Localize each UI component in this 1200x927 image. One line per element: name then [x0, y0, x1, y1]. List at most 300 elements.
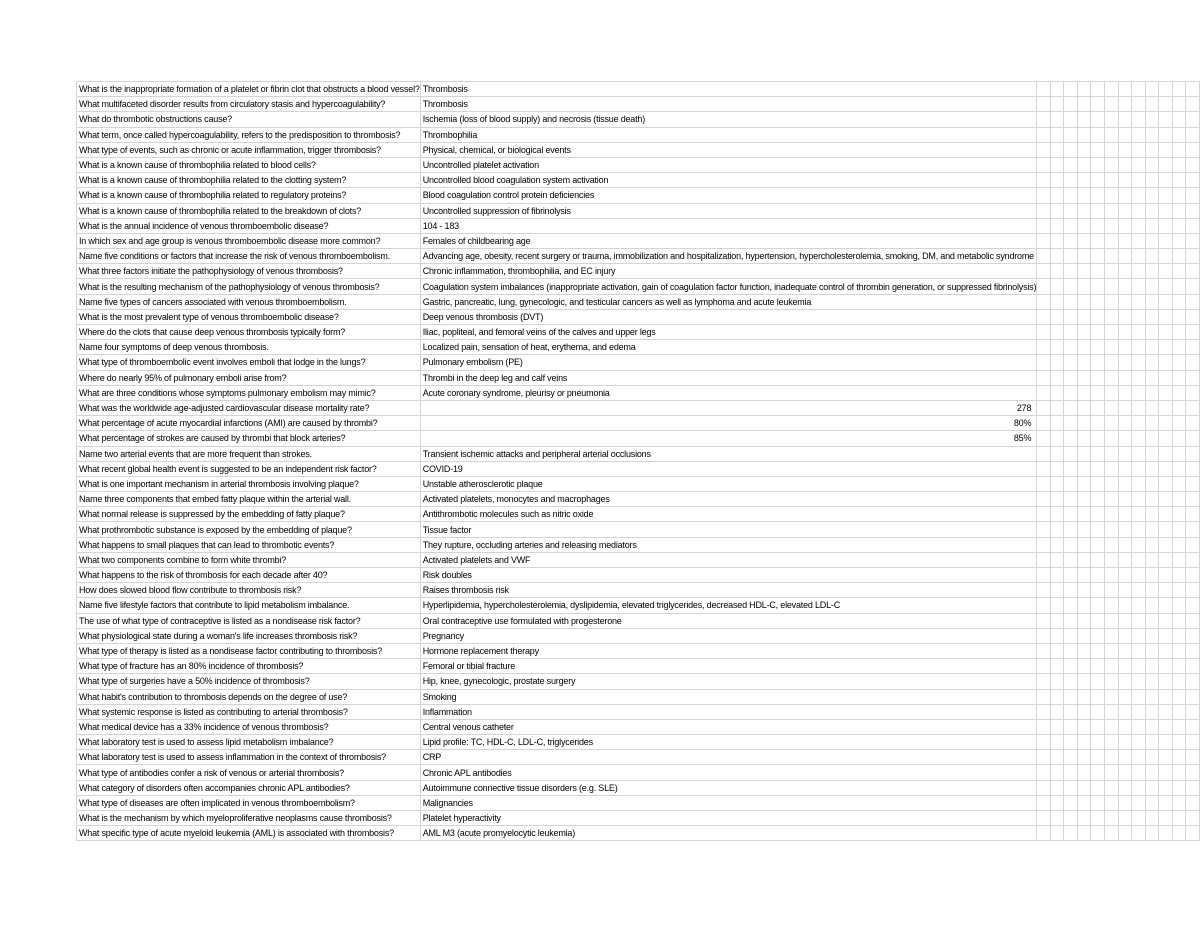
empty-cell[interactable] [1077, 461, 1091, 476]
empty-cell[interactable] [1064, 811, 1078, 826]
empty-cell[interactable] [1091, 628, 1105, 643]
question-cell[interactable]: What is the inappropriate formation of a platelet or fibrin clot that obstructs a blood vessel? [77, 82, 421, 97]
answer-cell[interactable]: Advancing age, obesity, recent surgery or trauma, immobilization and hospitalization, hypertension, hypercholesterolemia, smoking, DM, and metabolic syndrome [420, 249, 1037, 264]
empty-cell[interactable] [1145, 552, 1159, 567]
empty-cell[interactable] [1118, 552, 1132, 567]
empty-cell[interactable] [1172, 765, 1186, 780]
empty-cell[interactable] [1105, 249, 1119, 264]
empty-cell[interactable] [1091, 446, 1105, 461]
empty-cell[interactable] [1077, 446, 1091, 461]
empty-cell[interactable] [1050, 704, 1064, 719]
empty-cell[interactable] [1186, 537, 1200, 552]
question-cell[interactable]: What category of disorders often accompanies chronic APL antibodies? [77, 780, 421, 795]
answer-cell[interactable]: CRP [420, 750, 1037, 765]
empty-cell[interactable] [1186, 112, 1200, 127]
empty-cell[interactable] [1037, 704, 1051, 719]
answer-cell[interactable]: Antithrombotic molecules such as nitric oxide [420, 507, 1037, 522]
empty-cell[interactable] [1145, 689, 1159, 704]
question-cell[interactable]: What is a known cause of thrombophilia related to the breakdown of clots? [77, 203, 421, 218]
empty-cell[interactable] [1037, 127, 1051, 142]
empty-cell[interactable] [1172, 249, 1186, 264]
empty-cell[interactable] [1159, 142, 1173, 157]
empty-cell[interactable] [1064, 826, 1078, 841]
empty-cell[interactable] [1186, 492, 1200, 507]
empty-cell[interactable] [1064, 218, 1078, 233]
empty-cell[interactable] [1037, 294, 1051, 309]
empty-cell[interactable] [1037, 97, 1051, 112]
empty-cell[interactable] [1037, 735, 1051, 750]
empty-cell[interactable] [1186, 659, 1200, 674]
empty-cell[interactable] [1145, 507, 1159, 522]
empty-cell[interactable] [1105, 127, 1119, 142]
question-cell[interactable]: What multifaceted disorder results from circulatory stasis and hypercoagulability? [77, 97, 421, 112]
empty-cell[interactable] [1172, 628, 1186, 643]
empty-cell[interactable] [1050, 279, 1064, 294]
empty-cell[interactable] [1132, 249, 1146, 264]
empty-cell[interactable] [1172, 689, 1186, 704]
empty-cell[interactable] [1132, 173, 1146, 188]
empty-cell[interactable] [1050, 127, 1064, 142]
empty-cell[interactable] [1037, 309, 1051, 324]
empty-cell[interactable] [1172, 643, 1186, 658]
empty-cell[interactable] [1037, 233, 1051, 248]
empty-cell[interactable] [1064, 522, 1078, 537]
empty-cell[interactable] [1132, 218, 1146, 233]
question-cell[interactable]: What term, once called hypercoagulability, refers to the predisposition to thrombosis? [77, 127, 421, 142]
empty-cell[interactable] [1050, 628, 1064, 643]
empty-cell[interactable] [1064, 82, 1078, 97]
empty-cell[interactable] [1159, 780, 1173, 795]
empty-cell[interactable] [1105, 583, 1119, 598]
empty-cell[interactable] [1037, 628, 1051, 643]
empty-cell[interactable] [1105, 765, 1119, 780]
empty-cell[interactable] [1064, 97, 1078, 112]
empty-cell[interactable] [1050, 82, 1064, 97]
empty-cell[interactable] [1118, 309, 1132, 324]
empty-cell[interactable] [1145, 643, 1159, 658]
empty-cell[interactable] [1077, 826, 1091, 841]
empty-cell[interactable] [1064, 325, 1078, 340]
empty-cell[interactable] [1159, 765, 1173, 780]
empty-cell[interactable] [1105, 82, 1119, 97]
empty-cell[interactable] [1064, 370, 1078, 385]
question-cell[interactable]: What laboratory test is used to assess inflammation in the context of thrombosis? [77, 750, 421, 765]
empty-cell[interactable] [1186, 583, 1200, 598]
empty-cell[interactable] [1050, 340, 1064, 355]
empty-cell[interactable] [1118, 127, 1132, 142]
empty-cell[interactable] [1091, 492, 1105, 507]
empty-cell[interactable] [1132, 765, 1146, 780]
answer-cell[interactable]: Hip, knee, gynecologic, prostate surgery [420, 674, 1037, 689]
question-cell[interactable]: What type of therapy is listed as a nondisease factor contributing to thrombosis? [77, 643, 421, 658]
empty-cell[interactable] [1050, 431, 1064, 446]
answer-cell[interactable]: Thrombophilia [420, 127, 1037, 142]
empty-cell[interactable] [1077, 476, 1091, 491]
empty-cell[interactable] [1132, 583, 1146, 598]
answer-cell[interactable]: Lipid profile: TC, HDL-C, LDL-C, triglycerides [420, 735, 1037, 750]
empty-cell[interactable] [1145, 218, 1159, 233]
answer-cell[interactable]: Hormone replacement therapy [420, 643, 1037, 658]
empty-cell[interactable] [1159, 97, 1173, 112]
empty-cell[interactable] [1172, 218, 1186, 233]
empty-cell[interactable] [1105, 309, 1119, 324]
empty-cell[interactable] [1145, 750, 1159, 765]
empty-cell[interactable] [1132, 233, 1146, 248]
empty-cell[interactable] [1064, 446, 1078, 461]
empty-cell[interactable] [1050, 400, 1064, 415]
empty-cell[interactable] [1037, 583, 1051, 598]
empty-cell[interactable] [1064, 461, 1078, 476]
empty-cell[interactable] [1118, 461, 1132, 476]
empty-cell[interactable] [1064, 689, 1078, 704]
empty-cell[interactable] [1132, 112, 1146, 127]
empty-cell[interactable] [1186, 203, 1200, 218]
empty-cell[interactable] [1186, 719, 1200, 734]
empty-cell[interactable] [1145, 613, 1159, 628]
empty-cell[interactable] [1091, 598, 1105, 613]
empty-cell[interactable] [1077, 613, 1091, 628]
empty-cell[interactable] [1105, 400, 1119, 415]
empty-cell[interactable] [1064, 294, 1078, 309]
empty-cell[interactable] [1132, 568, 1146, 583]
empty-cell[interactable] [1132, 826, 1146, 841]
empty-cell[interactable] [1132, 82, 1146, 97]
empty-cell[interactable] [1077, 400, 1091, 415]
empty-cell[interactable] [1050, 598, 1064, 613]
empty-cell[interactable] [1118, 613, 1132, 628]
empty-cell[interactable] [1105, 507, 1119, 522]
empty-cell[interactable] [1145, 461, 1159, 476]
question-cell[interactable]: What is the most prevalent type of venous thromboembolic disease? [77, 309, 421, 324]
answer-cell[interactable]: Blood coagulation control protein deficiencies [420, 188, 1037, 203]
answer-cell[interactable]: They rupture, occluding arteries and releasing mediators [420, 537, 1037, 552]
empty-cell[interactable] [1050, 461, 1064, 476]
empty-cell[interactable] [1050, 552, 1064, 567]
empty-cell[interactable] [1132, 446, 1146, 461]
empty-cell[interactable] [1118, 431, 1132, 446]
empty-cell[interactable] [1105, 598, 1119, 613]
empty-cell[interactable] [1064, 400, 1078, 415]
empty-cell[interactable] [1064, 750, 1078, 765]
empty-cell[interactable] [1118, 112, 1132, 127]
empty-cell[interactable] [1172, 780, 1186, 795]
empty-cell[interactable] [1132, 537, 1146, 552]
empty-cell[interactable] [1118, 264, 1132, 279]
empty-cell[interactable] [1132, 674, 1146, 689]
answer-cell[interactable]: Femoral or tibial fracture [420, 659, 1037, 674]
empty-cell[interactable] [1077, 127, 1091, 142]
empty-cell[interactable] [1186, 765, 1200, 780]
empty-cell[interactable] [1037, 568, 1051, 583]
question-cell[interactable]: Name four symptoms of deep venous thrombosis. [77, 340, 421, 355]
empty-cell[interactable] [1172, 522, 1186, 537]
empty-cell[interactable] [1145, 568, 1159, 583]
empty-cell[interactable] [1172, 142, 1186, 157]
empty-cell[interactable] [1064, 264, 1078, 279]
empty-cell[interactable] [1145, 537, 1159, 552]
answer-cell[interactable]: Central venous catheter [420, 719, 1037, 734]
empty-cell[interactable] [1091, 795, 1105, 810]
empty-cell[interactable] [1172, 704, 1186, 719]
empty-cell[interactable] [1145, 309, 1159, 324]
question-cell[interactable]: What percentage of acute myocardial infarctions (AMI) are caused by thrombi? [77, 416, 421, 431]
empty-cell[interactable] [1172, 264, 1186, 279]
empty-cell[interactable] [1159, 704, 1173, 719]
empty-cell[interactable] [1064, 704, 1078, 719]
empty-cell[interactable] [1050, 112, 1064, 127]
empty-cell[interactable] [1172, 537, 1186, 552]
empty-cell[interactable] [1091, 157, 1105, 172]
empty-cell[interactable] [1091, 264, 1105, 279]
empty-cell[interactable] [1118, 735, 1132, 750]
empty-cell[interactable] [1145, 431, 1159, 446]
answer-cell[interactable]: Thrombosis [420, 97, 1037, 112]
empty-cell[interactable] [1037, 249, 1051, 264]
empty-cell[interactable] [1186, 97, 1200, 112]
empty-cell[interactable] [1105, 461, 1119, 476]
empty-cell[interactable] [1064, 735, 1078, 750]
empty-cell[interactable] [1037, 826, 1051, 841]
empty-cell[interactable] [1118, 704, 1132, 719]
empty-cell[interactable] [1091, 142, 1105, 157]
empty-cell[interactable] [1037, 82, 1051, 97]
answer-cell[interactable]: Transient ischemic attacks and peripheral arterial occlusions [420, 446, 1037, 461]
empty-cell[interactable] [1132, 127, 1146, 142]
empty-cell[interactable] [1118, 689, 1132, 704]
empty-cell[interactable] [1105, 643, 1119, 658]
empty-cell[interactable] [1118, 643, 1132, 658]
empty-cell[interactable] [1037, 750, 1051, 765]
empty-cell[interactable] [1145, 795, 1159, 810]
empty-cell[interactable] [1050, 765, 1064, 780]
empty-cell[interactable] [1105, 628, 1119, 643]
empty-cell[interactable] [1037, 492, 1051, 507]
empty-cell[interactable] [1037, 537, 1051, 552]
empty-cell[interactable] [1132, 613, 1146, 628]
answer-cell[interactable]: Iliac, popliteal, and femoral veins of the calves and upper legs [420, 325, 1037, 340]
empty-cell[interactable] [1172, 674, 1186, 689]
empty-cell[interactable] [1050, 476, 1064, 491]
question-cell[interactable]: What type of events, such as chronic or acute inflammation, trigger thrombosis? [77, 142, 421, 157]
empty-cell[interactable] [1118, 249, 1132, 264]
empty-cell[interactable] [1172, 203, 1186, 218]
empty-cell[interactable] [1077, 598, 1091, 613]
empty-cell[interactable] [1159, 173, 1173, 188]
question-cell[interactable]: Name five types of cancers associated with venous thromboembolism. [77, 294, 421, 309]
empty-cell[interactable] [1091, 279, 1105, 294]
empty-cell[interactable] [1077, 811, 1091, 826]
empty-cell[interactable] [1159, 340, 1173, 355]
empty-cell[interactable] [1050, 735, 1064, 750]
empty-cell[interactable] [1186, 552, 1200, 567]
empty-cell[interactable] [1064, 795, 1078, 810]
empty-cell[interactable] [1105, 568, 1119, 583]
empty-cell[interactable] [1037, 598, 1051, 613]
empty-cell[interactable] [1186, 598, 1200, 613]
empty-cell[interactable] [1118, 385, 1132, 400]
empty-cell[interactable] [1186, 370, 1200, 385]
empty-cell[interactable] [1118, 279, 1132, 294]
answer-cell[interactable]: 278 [420, 400, 1037, 415]
empty-cell[interactable] [1050, 294, 1064, 309]
empty-cell[interactable] [1091, 568, 1105, 583]
empty-cell[interactable] [1077, 370, 1091, 385]
empty-cell[interactable] [1064, 719, 1078, 734]
answer-cell[interactable]: Thrombosis [420, 82, 1037, 97]
empty-cell[interactable] [1172, 552, 1186, 567]
empty-cell[interactable] [1050, 355, 1064, 370]
empty-cell[interactable] [1091, 537, 1105, 552]
empty-cell[interactable] [1159, 461, 1173, 476]
empty-cell[interactable] [1159, 294, 1173, 309]
empty-cell[interactable] [1037, 446, 1051, 461]
empty-cell[interactable] [1159, 795, 1173, 810]
empty-cell[interactable] [1105, 142, 1119, 157]
question-cell[interactable]: What prothrombotic substance is exposed by the embedding of plaque? [77, 522, 421, 537]
empty-cell[interactable] [1105, 233, 1119, 248]
empty-cell[interactable] [1172, 507, 1186, 522]
answer-cell[interactable]: Activated platelets, monocytes and macrophages [420, 492, 1037, 507]
empty-cell[interactable] [1077, 750, 1091, 765]
question-cell[interactable]: What two components combine to form white thrombi? [77, 552, 421, 567]
empty-cell[interactable] [1064, 613, 1078, 628]
empty-cell[interactable] [1050, 309, 1064, 324]
empty-cell[interactable] [1077, 173, 1091, 188]
empty-cell[interactable] [1037, 811, 1051, 826]
answer-cell[interactable]: Deep venous thrombosis (DVT) [420, 309, 1037, 324]
empty-cell[interactable] [1077, 568, 1091, 583]
empty-cell[interactable] [1050, 188, 1064, 203]
empty-cell[interactable] [1064, 355, 1078, 370]
question-cell[interactable]: Where do the clots that cause deep venous thrombosis typically form? [77, 325, 421, 340]
empty-cell[interactable] [1159, 643, 1173, 658]
empty-cell[interactable] [1159, 112, 1173, 127]
empty-cell[interactable] [1172, 340, 1186, 355]
empty-cell[interactable] [1050, 674, 1064, 689]
empty-cell[interactable] [1132, 431, 1146, 446]
empty-cell[interactable] [1105, 826, 1119, 841]
empty-cell[interactable] [1105, 112, 1119, 127]
empty-cell[interactable] [1132, 507, 1146, 522]
question-cell[interactable]: What type of surgeries have a 50% incidence of thrombosis? [77, 674, 421, 689]
empty-cell[interactable] [1118, 537, 1132, 552]
empty-cell[interactable] [1132, 689, 1146, 704]
empty-cell[interactable] [1050, 264, 1064, 279]
empty-cell[interactable] [1132, 659, 1146, 674]
empty-cell[interactable] [1105, 552, 1119, 567]
empty-cell[interactable] [1145, 583, 1159, 598]
empty-cell[interactable] [1186, 233, 1200, 248]
empty-cell[interactable] [1159, 659, 1173, 674]
empty-cell[interactable] [1159, 446, 1173, 461]
empty-cell[interactable] [1077, 431, 1091, 446]
empty-cell[interactable] [1050, 203, 1064, 218]
empty-cell[interactable] [1172, 400, 1186, 415]
empty-cell[interactable] [1118, 142, 1132, 157]
answer-cell[interactable]: Tissue factor [420, 522, 1037, 537]
answer-cell[interactable]: AML M3 (acute promyelocytic leukemia) [420, 826, 1037, 841]
empty-cell[interactable] [1186, 446, 1200, 461]
empty-cell[interactable] [1105, 431, 1119, 446]
empty-cell[interactable] [1105, 522, 1119, 537]
empty-cell[interactable] [1159, 811, 1173, 826]
empty-cell[interactable] [1050, 568, 1064, 583]
empty-cell[interactable] [1118, 416, 1132, 431]
empty-cell[interactable] [1172, 613, 1186, 628]
empty-cell[interactable] [1186, 704, 1200, 719]
empty-cell[interactable] [1077, 203, 1091, 218]
empty-cell[interactable] [1145, 97, 1159, 112]
empty-cell[interactable] [1159, 309, 1173, 324]
question-cell[interactable]: What normal release is suppressed by the embedding of fatty plaque? [77, 507, 421, 522]
empty-cell[interactable] [1172, 811, 1186, 826]
empty-cell[interactable] [1105, 537, 1119, 552]
empty-cell[interactable] [1077, 355, 1091, 370]
empty-cell[interactable] [1037, 659, 1051, 674]
empty-cell[interactable] [1091, 704, 1105, 719]
empty-cell[interactable] [1077, 674, 1091, 689]
question-cell[interactable]: The use of what type of contraceptive is listed as a nondisease risk factor? [77, 613, 421, 628]
answer-cell[interactable]: 104 - 183 [420, 218, 1037, 233]
empty-cell[interactable] [1132, 492, 1146, 507]
empty-cell[interactable] [1145, 811, 1159, 826]
empty-cell[interactable] [1172, 659, 1186, 674]
empty-cell[interactable] [1064, 583, 1078, 598]
empty-cell[interactable] [1091, 294, 1105, 309]
empty-cell[interactable] [1077, 780, 1091, 795]
answer-cell[interactable]: Acute coronary syndrome, pleurisy or pneumonia [420, 385, 1037, 400]
empty-cell[interactable] [1118, 97, 1132, 112]
empty-cell[interactable] [1064, 309, 1078, 324]
empty-cell[interactable] [1132, 97, 1146, 112]
empty-cell[interactable] [1186, 294, 1200, 309]
empty-cell[interactable] [1118, 325, 1132, 340]
empty-cell[interactable] [1186, 264, 1200, 279]
empty-cell[interactable] [1077, 583, 1091, 598]
empty-cell[interactable] [1132, 157, 1146, 172]
empty-cell[interactable] [1037, 157, 1051, 172]
empty-cell[interactable] [1050, 416, 1064, 431]
empty-cell[interactable] [1132, 370, 1146, 385]
empty-cell[interactable] [1077, 309, 1091, 324]
empty-cell[interactable] [1105, 416, 1119, 431]
empty-cell[interactable] [1037, 188, 1051, 203]
empty-cell[interactable] [1118, 583, 1132, 598]
empty-cell[interactable] [1186, 795, 1200, 810]
empty-cell[interactable] [1145, 294, 1159, 309]
empty-cell[interactable] [1172, 127, 1186, 142]
empty-cell[interactable] [1186, 643, 1200, 658]
empty-cell[interactable] [1159, 674, 1173, 689]
empty-cell[interactable] [1077, 340, 1091, 355]
empty-cell[interactable] [1050, 750, 1064, 765]
question-cell[interactable]: What type of fracture has an 80% incidence of thrombosis? [77, 659, 421, 674]
empty-cell[interactable] [1105, 446, 1119, 461]
empty-cell[interactable] [1064, 385, 1078, 400]
empty-cell[interactable] [1050, 233, 1064, 248]
empty-cell[interactable] [1077, 112, 1091, 127]
empty-cell[interactable] [1050, 218, 1064, 233]
question-cell[interactable]: What physiological state during a woman's life increases thrombosis risk? [77, 628, 421, 643]
empty-cell[interactable] [1186, 400, 1200, 415]
empty-cell[interactable] [1172, 583, 1186, 598]
empty-cell[interactable] [1050, 370, 1064, 385]
answer-cell[interactable]: Platelet hyperactivity [420, 811, 1037, 826]
empty-cell[interactable] [1091, 340, 1105, 355]
empty-cell[interactable] [1050, 537, 1064, 552]
empty-cell[interactable] [1132, 385, 1146, 400]
empty-cell[interactable] [1186, 279, 1200, 294]
